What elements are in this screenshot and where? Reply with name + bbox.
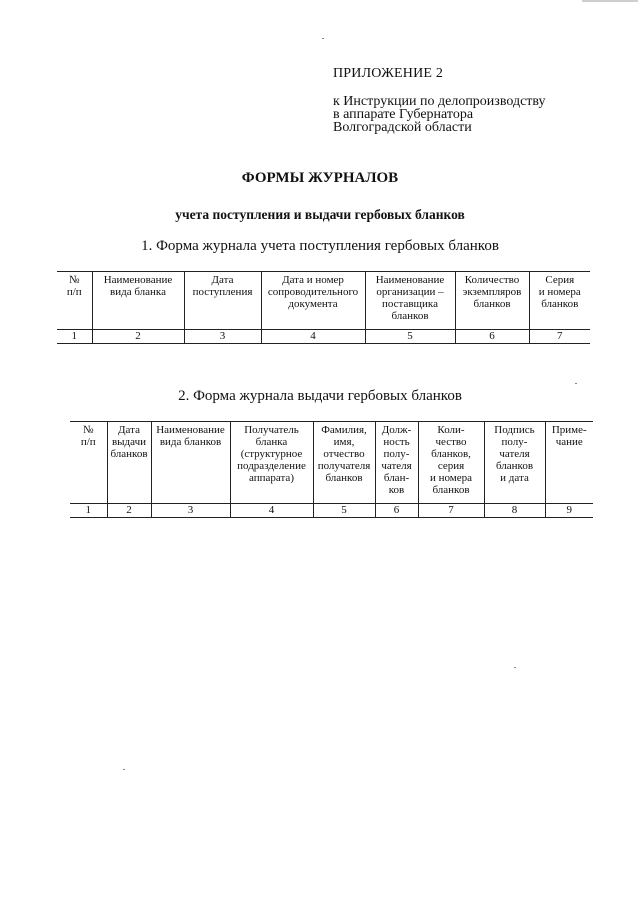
column-header: Дата выдачи бланков [107, 422, 151, 504]
scan-artifact [582, 0, 638, 2]
column-header: Коли- чество бланков, серия и номера бланков [418, 422, 484, 504]
column-number: 2 [92, 330, 184, 344]
column-header: Дата и номер сопроводительного документа [261, 272, 365, 330]
table-header-row [57, 272, 590, 330]
column-number: 8 [484, 504, 545, 518]
column-number: 3 [184, 330, 261, 344]
column-number: 1 [70, 504, 107, 518]
column-number: 4 [230, 504, 313, 518]
reference-line: к Инструкции по делопроизводству [333, 94, 546, 109]
form1-table [57, 271, 590, 344]
appendix-title: ПРИЛОЖЕНИЕ 2 [333, 66, 444, 81]
reference-line: Волгоградской области [333, 120, 472, 135]
column-header: Подпись полу- чателя бланков и дата [484, 422, 545, 504]
column-header: Получатель бланка (структурное подразделение аппарата) [230, 422, 313, 504]
column-header: Фамилия, имя, отчество получателя бланков [313, 422, 375, 504]
column-number: 4 [261, 330, 365, 344]
column-number: 5 [365, 330, 455, 344]
scan-artifact [322, 38, 324, 39]
column-number: 7 [529, 330, 590, 344]
column-header: Дата поступления [184, 272, 261, 330]
scan-artifact [575, 383, 577, 384]
column-header: Наименование вида бланка [92, 272, 184, 330]
column-header: Наименование вида бланков [151, 422, 230, 504]
form1-title: 1. Форма журнала учета поступления гербовых бланков [141, 238, 499, 254]
column-number: 6 [455, 330, 529, 344]
column-header: Наименование организации – поставщика бланков [365, 272, 455, 330]
column-number: 1 [57, 330, 92, 344]
column-number: 3 [151, 504, 230, 518]
document-subtitle: учета поступления и выдачи гербовых бланков [175, 207, 465, 222]
column-header: № п/п [70, 422, 107, 504]
reference-line: в аппарате Губернатора [333, 107, 474, 122]
appendix-reference [333, 95, 623, 134]
column-header: Приме- чание [551, 424, 587, 448]
column-number: 5 [313, 504, 375, 518]
column-number: 7 [418, 504, 484, 518]
column-number-row [57, 330, 590, 344]
document-title: ФОРМЫ ЖУРНАЛОВ [241, 170, 399, 186]
scan-artifact [514, 667, 516, 668]
column-header: № п/п [57, 272, 92, 330]
column-header: Долж- ность полу- чателя блан- ков [375, 422, 418, 504]
column-number: 9 [545, 504, 593, 518]
column-number: 2 [107, 504, 151, 518]
column-header: Серия и номера бланков [538, 274, 581, 310]
form2-title: 2. Форма журнала выдачи гербовых бланков [178, 388, 462, 404]
scan-artifact [123, 769, 125, 770]
column-header: Количество экземпляров бланков [455, 272, 529, 330]
column-number-row [70, 504, 593, 518]
table-header-row [70, 422, 593, 504]
column-number: 6 [375, 504, 418, 518]
form2-table [70, 421, 593, 518]
